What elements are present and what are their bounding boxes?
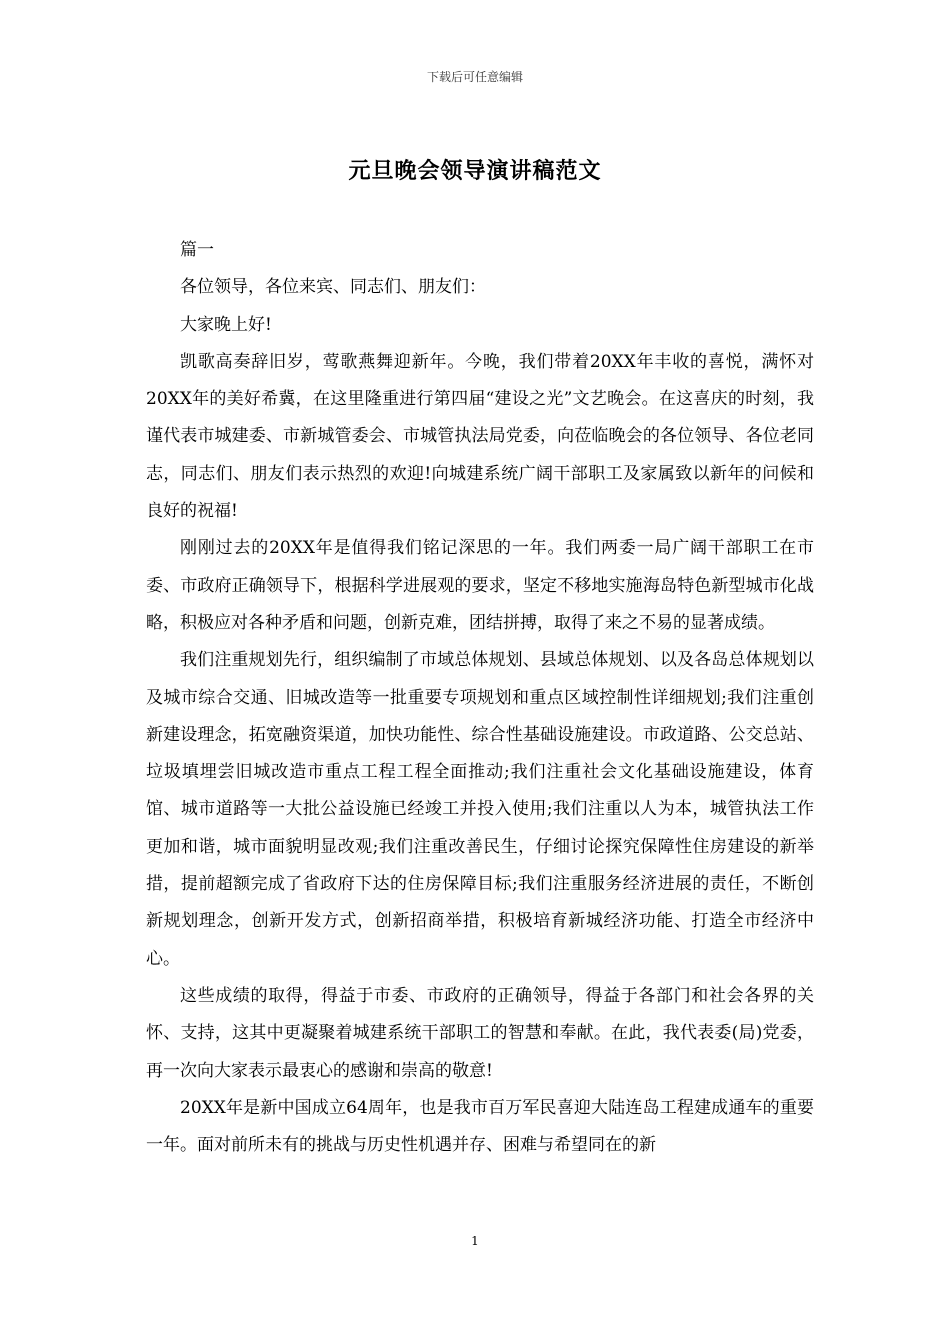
page-number: 1	[471, 1234, 479, 1248]
paragraph: 各位领导，各位来宾、同志们、朋友们：	[180, 277, 486, 298]
paragraph: 篇一	[180, 240, 214, 260]
header-note: 下载后可任意编辑	[426, 70, 523, 84]
paragraph: 凯歌高奏辞旧岁，莺歌燕舞迎新年。今晚，我们带着20XX年丰收的喜悦，满怀对20XX年的美好希冀，在这里隆重进行第四届“建设之光”文艺晚会。在这喜庆的时刻，我谨代表市城建委、市新城管委会、市城管执法局党委，向莅临晚会的各位领导、各位老同志，同志们、朋友们表示热烈的欢迎!向城建系统广阔干部职工及家属致以新年的问候和良好的祝福!	[146, 351, 814, 522]
document-body	[146, 232, 814, 1164]
document-title: 元旦晚会领导演讲稿范文	[348, 158, 602, 184]
paragraph: 这些成绩的取得，得益于市委、市政府的正确领导，得益于各部门和社会各界的关怀、支持，这其中更凝聚着城建系统干部职工的智慧和奉献。在此，我代表委(局)党委，再一次向大家表示最衷心的感谢和崇高的敬意!	[146, 985, 814, 1081]
paragraph: 我们注重规划先行，组织编制了市域总体规划、县域总体规划、以及各岛总体规划以及城市综合交通、旧城改造等一批重要专项规划和重点区域控制性详细规划;我们注重创新建设理念，拓宽融资渠道，加快功能性、综合性基础设施建设。市政道路、公交总站、垃圾填埋尝旧城改造市重点工程工程全面推动;我们注重社会文化基础设施建设，体育馆、城市道路等一大批公益设施已经竣工并投入使用;我们注重以人为本，城管执法工作更加和谐，城市面貌明显改观;我们注重改善民生，仔细讨论探究保障性住房建设的新举措，提前超额完成了省政府下达的住房保障目标;我们注重服务经济进展的责任，不断创新规划理念，创新开发方式，创新招商举措，积极培育新城经济功能、打造全市经济中心。	[146, 650, 814, 969]
paragraph: 20XX年是新中国成立64周年，也是我市百万军民喜迎大陆连岛工程建成通车的重要一年。面对前所未有的挑战与历史性机遇并存、困难与希望同在的新	[146, 1097, 814, 1156]
paragraph: 刚刚过去的20XX年是值得我们铭记深思的一年。我们两委一局广阔干部职工在市委、市政府正确领导下，根据科学进展观的要求，坚定不移地实施海岛特色新型城市化战略，积极应对各种矛盾和问题，创新克难，团结拼搏，取得了来之不易的显著成绩。	[146, 538, 814, 633]
paragraph: 大家晚上好!	[180, 314, 272, 335]
